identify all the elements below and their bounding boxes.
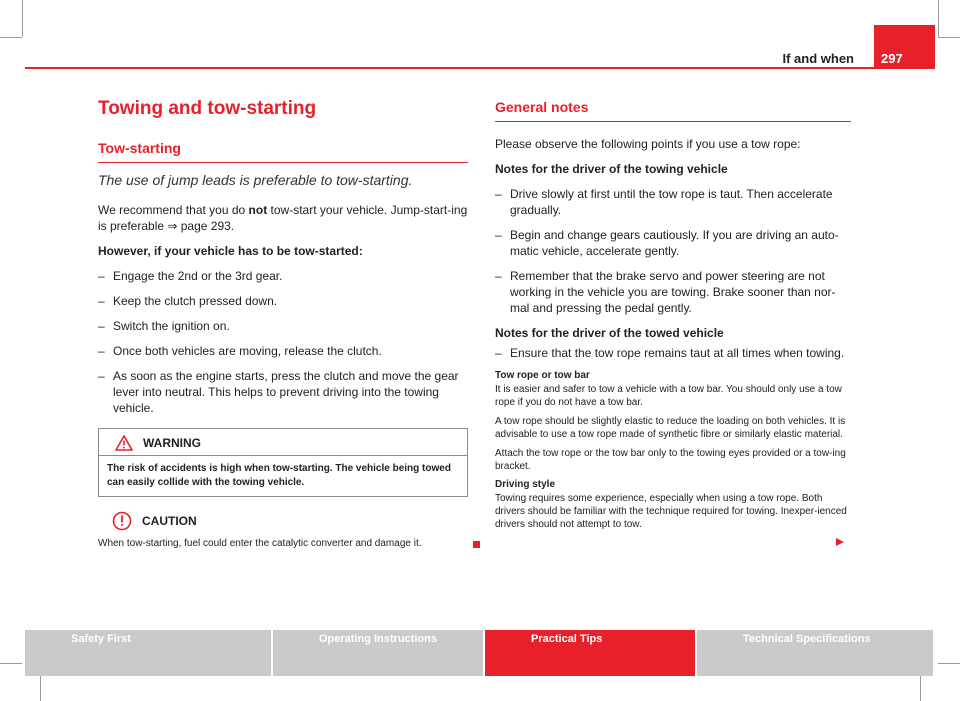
- general-intro: Please observe the following points if you use a tow rope:: [495, 137, 801, 151]
- recommendation-paragraph: We recommend that you do not tow-start your vehicle. Jump-start-ing is preferable ⇒ page 293.: [98, 203, 468, 233]
- tab-practical-tips[interactable]: Practical Tips: [485, 630, 695, 676]
- list-item: – Drive slowly at first until the tow rope is taut. Then accelerate gradually.: [495, 186, 851, 218]
- list-item: – Keep the clutch pressed down.: [98, 293, 468, 309]
- caution-header: [98, 511, 468, 531]
- list-item: – Remember that the brake servo and power steering are not working in the vehicle you are towing. Brake sooner than nor-mal and pressing the pedal gently.: [495, 268, 851, 316]
- tow-rope-paragraph-3: Attach the tow rope or the tow bar only to the towing eyes provided or a tow-ing bracket.: [495, 448, 846, 472]
- list-item: – Switch the ignition on.: [98, 318, 468, 334]
- towing-driver-list: [495, 186, 851, 316]
- footer-nav: [25, 630, 935, 676]
- list-item: – As soon as the engine starts, press the clutch and move the gear lever into neutral. This helps to prevent driving into the towing vehicle.: [98, 368, 468, 416]
- section-heading-tow-starting: Tow-starting: [98, 140, 468, 163]
- crop-mark: [40, 676, 41, 701]
- crop-mark: [920, 676, 921, 701]
- crop-mark: [22, 0, 23, 37]
- header-rule: [25, 67, 935, 69]
- towed-driver-heading: Notes for the driver of the towed vehicle: [495, 326, 724, 340]
- tow-rope-heading: Tow rope or tow bar: [495, 370, 590, 381]
- tow-rope-paragraph-2: A tow rope should be slightly elastic to reduce the loading on both vehicles. It is advisable to use a tow rope made of synthetic fibre or similarly elastic material.: [495, 416, 846, 440]
- tab-safety-first[interactable]: Safety First: [25, 630, 271, 676]
- crop-mark: [938, 37, 960, 38]
- warning-box: [98, 428, 468, 497]
- crop-mark: [938, 0, 939, 37]
- list-item: – Ensure that the tow rope remains taut at all times when towing.: [495, 345, 851, 361]
- tow-rope-paragraph-1: It is easier and safer to tow a vehicle with a tow bar. You should only use a tow rope if you do not have a tow bar.: [495, 384, 842, 408]
- right-column: [495, 90, 851, 537]
- tow-start-steps: [98, 268, 468, 416]
- towed-driver-list: [495, 345, 851, 361]
- crop-mark: [0, 663, 22, 664]
- warning-header: [99, 429, 467, 456]
- caution-label: CAUTION: [142, 514, 197, 528]
- warning-text: The risk of accidents is high when tow-starting. The vehicle being towed can easily collide with the towing vehicle.: [107, 463, 451, 488]
- page-number: 297: [874, 25, 935, 69]
- chapter-title: If and when: [782, 51, 854, 66]
- left-column: [98, 90, 468, 551]
- caution-text: When tow-starting, fuel could enter the catalytic converter and damage it.: [98, 537, 468, 551]
- list-item: – Begin and change gears cautiously. If you are driving an auto-matic vehicle, accelerate gently.: [495, 227, 851, 259]
- warning-triangle-icon: [115, 435, 133, 451]
- crop-mark: [0, 37, 22, 38]
- list-item: – Once both vehicles are moving, release the clutch.: [98, 343, 468, 359]
- caution-icon: [112, 511, 132, 531]
- driving-style-heading: Driving style: [495, 479, 556, 490]
- warning-label: WARNING: [143, 436, 201, 450]
- tow-start-lead: However, if your vehicle has to be tow-started:: [98, 244, 363, 258]
- tab-technical-specifications[interactable]: Technical Specifications: [697, 630, 933, 676]
- page-title: Towing and tow-starting: [98, 98, 317, 119]
- intro-text: The use of jump leads is preferable to tow-starting.: [98, 172, 413, 188]
- crop-mark: [938, 663, 960, 664]
- tab-operating-instructions[interactable]: Operating Instructions: [273, 630, 483, 676]
- section-heading-general-notes: General notes: [495, 99, 851, 122]
- list-item: – Engage the 2nd or the 3rd gear.: [98, 268, 468, 284]
- continue-arrow-icon: [835, 537, 845, 547]
- towing-driver-heading: Notes for the driver of the towing vehicle: [495, 162, 728, 176]
- end-of-section-icon: [473, 541, 480, 548]
- driving-style-paragraph: Towing requires some experience, especially when using a tow rope. Both drivers should be familiar with the technique required for towing. Inexper-ienced drivers should not attempt to tow.: [495, 493, 847, 530]
